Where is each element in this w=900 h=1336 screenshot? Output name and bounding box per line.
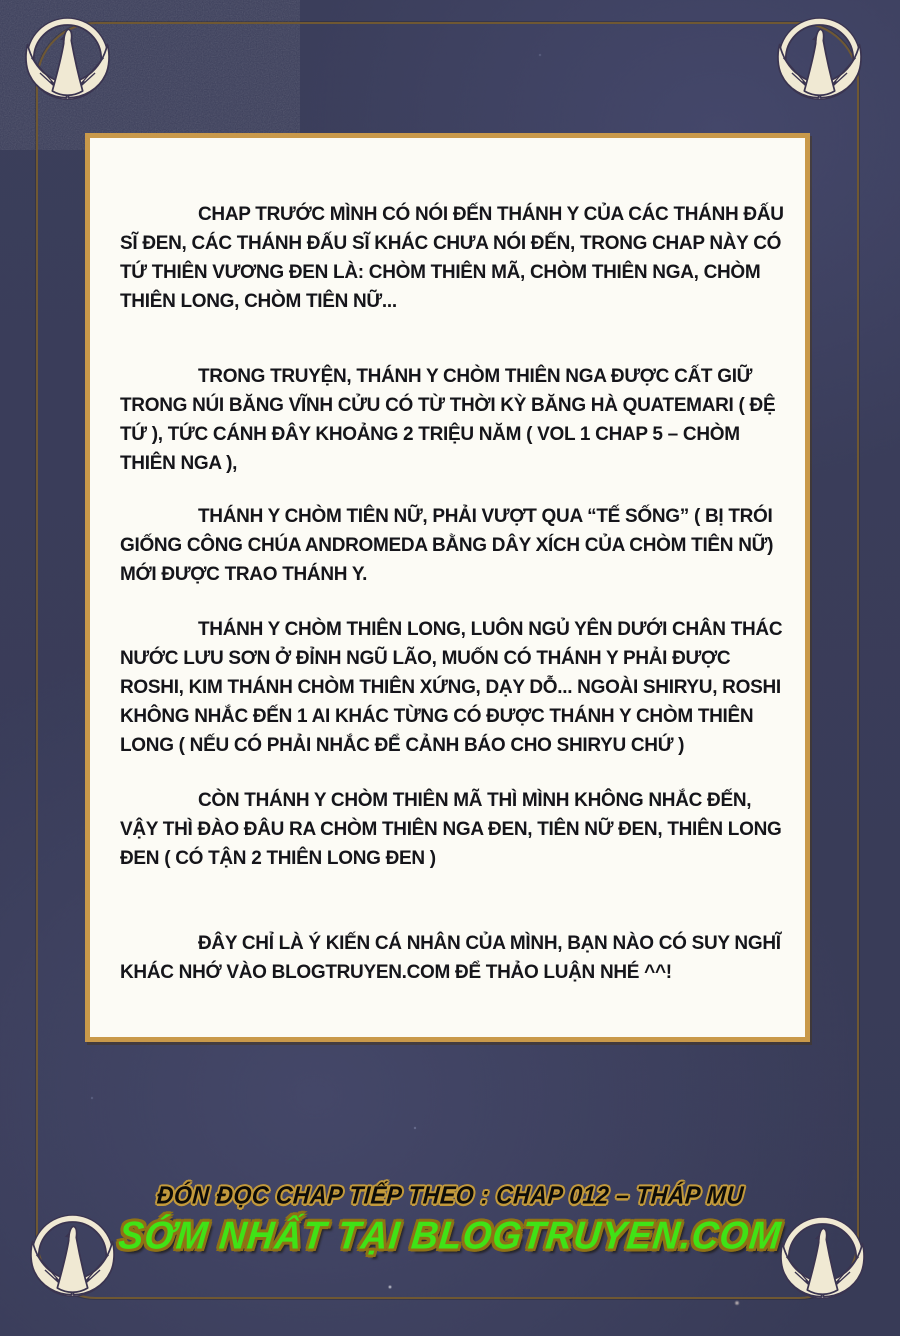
note-paragraph: TRONG TRUYỆN, THÁNH Y CHÒM THIÊN NGA ĐƯỢC CẤT GIỮ TRONG NÚI BĂNG VĨNH CỬU CÓ TỪ THỜI KỲ BĂNG HÀ QUATEMARI ( ĐỆ TỨ ), TỨC CÁNH ĐÂY KHOẢNG 2 TRIỆU NĂM ( VOL 1 CHAP 5 – CHÒM THIÊN NGA ), (120, 366, 776, 474)
note-paragraph: THÁNH Y CHÒM TIÊN NỮ, PHẢI VƯỢT QUA “TẾ SỐNG” ( BỊ TRÓI GIỐNG CÔNG CHÚA ANDROMEDA BẰNG DÂY XÍCH CỦA CHÒM TIÊN NỮ) MỚI ĐƯỢC TRAO THÁNH Y. (120, 506, 774, 585)
footer-announcement (0, 1182, 900, 1257)
translator-note-text (90, 138, 805, 987)
note-paragraph: CÒN THÁNH Y CHÒM THIÊN MÃ THÌ MÌNH KHÔNG NHẮC ĐẾN, VẬY THÌ ĐÀO ĐÂU RA CHÒM THIÊN NGA ĐEN, TIÊN NỮ ĐEN, THIÊN LONG ĐEN ( CÓ TẬN 2 THIÊN LONG ĐEN ) (120, 790, 782, 869)
note-paragraph: THÁNH Y CHÒM THIÊN LONG, LUÔN NGỦ YÊN DƯỚI CHÂN THÁC NƯỚC LƯU SƠN Ở ĐỈNH NGŨ LÃO, MUỐN CÓ THÁNH Y PHẢI ĐƯỢC ROSHI, KIM THÁNH CHÒM THIÊN XỨNG, DẠY DỖ... NGOÀI SHIRYU, ROSHI KHÔNG NHẮC ĐẾN 1 AI KHÁC TỪNG CÓ ĐƯỢC THÁNH Y CHÒM THIÊN LONG ( NẾU CÓ PHẢI NHẮC ĐỂ CẢNH BÁO CHO SHIRYU CHỨ ) (120, 619, 783, 756)
phoenix-emblem-icon (772, 15, 867, 110)
phoenix-emblem-icon (20, 15, 115, 110)
blogtruyen-promo-text: SỚM NHẤT TẠI BLOGTRUYEN.COM (116, 1213, 784, 1257)
next-chapter-announcement: ĐÓN ĐỌC CHAP TIẾP THEO : CHAP 012 – THÁP MU (155, 1180, 745, 1209)
note-paragraph: CHAP TRƯỚC MÌNH CÓ NÓI ĐẾN THÁNH Y CỦA CÁC THÁNH ĐẤU SĨ ĐEN, CÁC THÁNH ĐẤU SĨ KHÁC CHƯA NÓI ĐẾN, TRONG CHAP NÀY CÓ TỨ THIÊN VƯƠNG ĐEN LÀ: CHÒM THIÊN MÃ, CHÒM THIÊN NGA, CHÒM THIÊN LONG, CHÒM TIÊN NỮ... (120, 204, 784, 312)
translator-note-panel (85, 133, 810, 1042)
note-paragraph: ĐÂY CHỈ LÀ Ý KIẾN CÁ NHÂN CỦA MÌNH, BẠN NÀO CÓ SUY NGHĨ KHÁC NHỚ VÀO BLOGTRUYEN.COM ĐỂ THẢO LUẬN NHÉ ^^! (120, 933, 781, 983)
